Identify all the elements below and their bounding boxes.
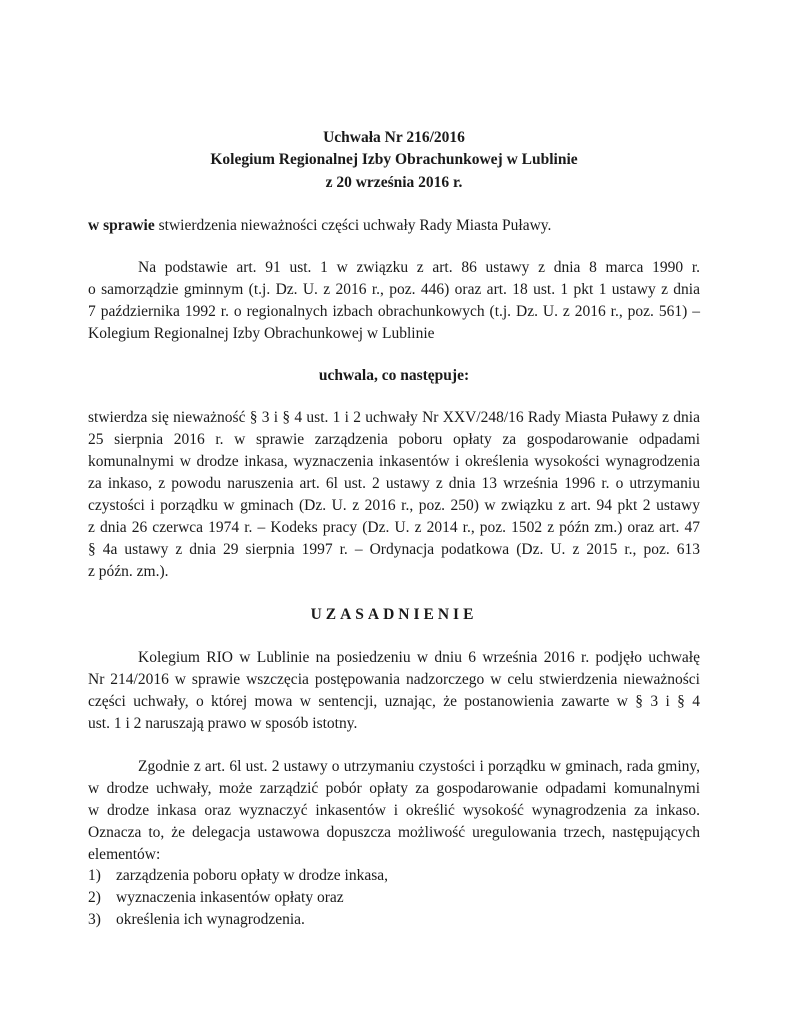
justification-heading: UZASADNIENIE	[310, 606, 478, 623]
subject-lead: w sprawie	[88, 217, 155, 234]
title-line-2: Kolegium Regionalnej Izby Obrachunkowej w Lublinie	[210, 151, 578, 168]
justification-line: Nr 214/2016 w sprawie wszczęcia postępowania nadzorczego w celu stwierdzenia nieważności	[88, 671, 700, 688]
list-item-number: 3)	[88, 911, 101, 928]
justification-line: w drodze uchwały, może zarządzić pobór opłaty za gospodarowanie odpadami komunalnymi	[88, 780, 700, 797]
justification-line: elementów:	[88, 846, 161, 863]
resolves-heading: uchwala, co następuje:	[318, 367, 470, 384]
justification-line: ust. 1 i 2 naruszają prawo w sposób istotny.	[88, 715, 358, 732]
decision-line: z dnia 26 czerwca 1974 r. – Kodeks pracy (Dz. U. z 2014 r., poz. 1502 z późn zm.) oraz art. 47	[88, 519, 700, 536]
list-item-text: wyznaczenia inkasentów opłaty oraz	[116, 889, 344, 906]
list-item-text: zarządzenia poboru opłaty w drodze inkasa,	[116, 867, 388, 884]
decision-line: z późn. zm.).	[88, 563, 169, 580]
subject-line	[88, 216, 551, 236]
justification-line: części uchwały, o której mowa w sentencji, uznając, że postanowienia zawarte w § 3 i § 4	[88, 693, 700, 710]
decision-line: § 4a ustawy z dnia 29 sierpnia 1997 r. – Ordynacja podatkowa (Dz. U. z 2015 r., poz. 613	[88, 541, 700, 558]
basis-line: o samorządzie gminnym (t.j. Dz. U. z 2016 r., poz. 446) oraz art. 18 ust. 1 pkt 1 ustawy z dnia	[88, 281, 700, 298]
title-line-3: z 20 września 2016 r.	[325, 174, 463, 191]
decision-line: czystości i porządku w gminach (Dz. U. z 2016 r., poz. 250) w związku z art. 94 pkt 2 ustawy	[88, 497, 700, 514]
decision-line: komunalnymi w drodze inkasa, wyznaczenia inkasentów i określenia wysokości wynagrodzenia	[88, 453, 700, 470]
justification-line: w drodze inkasa oraz wyznaczyć inkasentów i określić wysokość wynagrodzenia za inkaso.	[88, 802, 700, 819]
list-item-number: 2)	[88, 889, 101, 906]
justification-line: Zgodnie z art. 6l ust. 2 ustawy o utrzymaniu czystości i porządku w gminach, rada gminy,	[138, 758, 700, 775]
list-item-text: określenia ich wynagrodzenia.	[116, 911, 305, 928]
decision-line: stwierdza się nieważność § 3 i § 4 ust. 1 i 2 uchwały Nr XXV/248/16 Rady Miasta Puławy z dnia	[88, 409, 700, 426]
title-line-1: Uchwała Nr 216/2016	[323, 129, 465, 146]
list-item-number: 1)	[88, 867, 101, 884]
subject-text: stwierdzenia nieważności części uchwały Rady Miasta Puławy.	[154, 217, 552, 234]
list-item	[88, 888, 344, 908]
justification-line: Kolegium RIO w Lublinie na posiedzeniu w dniu 6 września 2016 r. podjęło uchwałę	[138, 649, 700, 666]
decision-line: 25 sierpnia 2016 r. w sprawie zarządzenia poboru opłaty za gospodarowanie odpadami	[88, 431, 700, 448]
list-item	[88, 910, 305, 930]
basis-line: Na podstawie art. 91 ust. 1 w związku z art. 86 ustawy z dnia 8 marca 1990 r.	[138, 259, 700, 276]
list-item	[88, 866, 388, 886]
basis-line: Kolegium Regionalnej Izby Obrachunkowej w Lublinie	[88, 325, 435, 342]
decision-line: za inkaso, z powodu naruszenia art. 6l ust. 2 ustawy z dnia 13 września 1996 r. o utrzymaniu	[88, 475, 700, 492]
basis-line: 7 października 1992 r. o regionalnych izbach obrachunkowych (t.j. Dz. U. z 2016 r., poz. 561) –	[88, 303, 700, 320]
justification-line: Oznacza to, że delegacja ustawowa dopuszcza możliwość uregulowania trzech, następujących	[88, 824, 700, 841]
